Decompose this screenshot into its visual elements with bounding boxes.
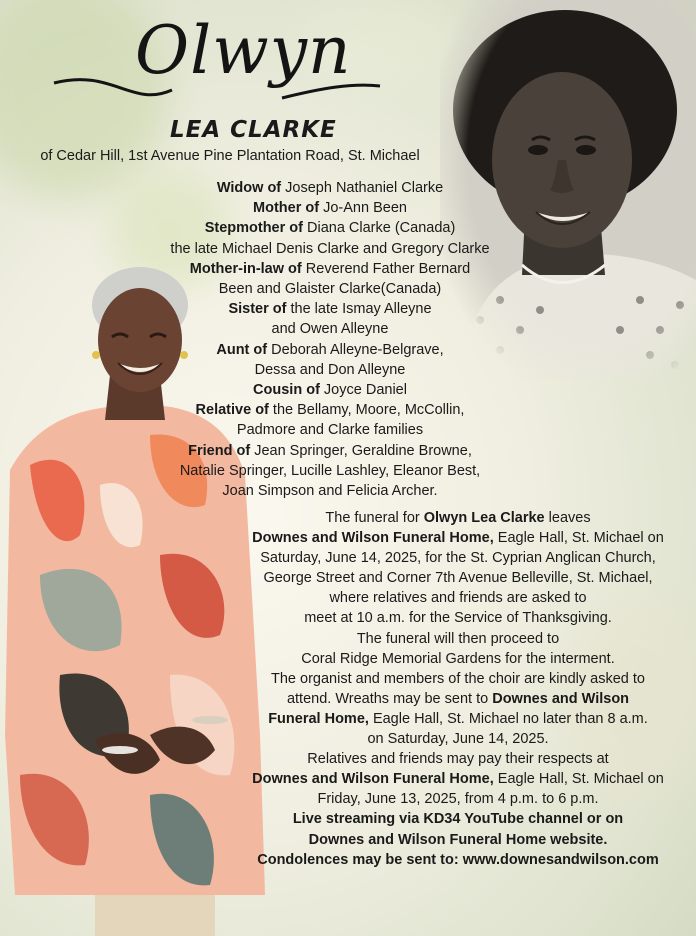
funeral-line [230,749,686,769]
relation-line [60,380,600,400]
family-relations [60,178,600,501]
relation-line [60,360,600,380]
relation-names: Joyce Daniel [319,382,407,399]
funeral-text: Saturday, June 14, 2025, for the St. Cyprian Anglican Church, [260,550,656,567]
relation-line [60,259,600,279]
funeral-line [230,629,686,649]
relation-role: Cousin of [253,382,320,399]
relation-line [60,178,600,198]
relation-names: Deborah Alleyne-Belgrave, [267,341,444,358]
relation-names: Diana Clarke (Canada) [302,220,456,237]
relation-line [60,239,600,259]
funeral-emphasis: Downes and Wilson [492,690,630,707]
funeral-text: The funeral for [325,510,424,526]
funeral-line [230,850,686,870]
funeral-text: Friday, June 13, 2025, from 4 p.m. to 6 p.m. [317,791,599,808]
relation-role: Aunt of [216,341,268,358]
funeral-line [230,548,686,568]
funeral-line [230,608,686,628]
surname: LEA CLARKE [170,117,337,143]
relation-line [60,420,600,440]
funeral-emphasis: Downes and Wilson Funeral Home, [252,530,494,547]
relation-line [60,340,600,360]
relation-line [60,218,600,238]
relation-role: Friend of [188,442,251,459]
funeral-text: on Saturday, June 14, 2025. [367,731,549,748]
funeral-line [230,769,686,789]
relation-names: Jean Springer, Geraldine Browne, [250,442,472,459]
funeral-line [230,789,686,809]
relation-role: Mother of [253,200,320,217]
address-line: of Cedar Hill, 1st Avenue Pine Plantation Road, St. Michael [40,148,420,164]
funeral-emphasis: Downes and Wilson Funeral Home website. [308,831,608,848]
relation-role: Relative of [195,402,269,419]
relation-line [60,481,600,501]
relation-names: Jo-Ann Been [319,200,407,217]
funeral-line [230,729,686,749]
relation-names: Joan Simpson and Felicia Archer. [222,483,438,500]
first-name: Olwyn [135,12,352,89]
funeral-text: where relatives and friends are asked to [329,590,587,607]
relation-names: and Owen Alleyne [271,321,389,338]
relation-names: Been and Glaister Clarke(Canada) [218,281,442,298]
relation-line [60,400,600,420]
relation-names: Dessa and Don Alleyne [254,361,406,378]
funeral-line [230,709,686,729]
relation-line [60,319,600,339]
relation-names: the late Michael Denis Clarke and Gregory Clarke [170,240,490,257]
funeral-text: meet at 10 a.m. for the Service of Thanksgiving. [304,610,612,627]
funeral-line [230,689,686,709]
relation-names: the Bellamy, Moore, McCollin, [268,402,465,419]
funeral-text: Eagle Hall, St. Michael on [493,771,664,788]
funeral-details [230,508,686,870]
funeral-text: attend. Wreaths may be sent to [286,690,493,707]
funeral-line [230,568,686,588]
funeral-text: Eagle Hall, St. Michael no later than 8 a.m. [368,710,648,727]
funeral-line [230,588,686,608]
relation-line [60,461,600,481]
relation-line [60,198,600,218]
relation-names: Reverend Father Bernard [301,260,471,277]
relation-names: Padmore and Clarke families [236,422,424,439]
relation-role: Mother-in-law of [189,260,302,277]
funeral-text: George Street and Corner 7th Avenue Belleville, St. Michael, [263,570,653,587]
funeral-line [230,508,686,528]
funeral-line [230,669,686,689]
funeral-emphasis: Condolences may be sent to: www.downesandwilson.com [257,851,659,868]
funeral-line [230,809,686,829]
funeral-emphasis: Live streaming via KD34 YouTube channel or on [292,811,624,828]
funeral-emphasis: Olwyn Lea Clarke [423,510,545,526]
funeral-text: The organist and members of the choir are kindly asked to [271,670,645,687]
funeral-emphasis: Funeral Home, [268,710,369,727]
funeral-text: The funeral will then proceed to [356,630,560,647]
relation-line [60,279,600,299]
relation-line [60,441,600,461]
funeral-text: Relatives and friends may pay their respects at [307,751,609,768]
relation-line [60,299,600,319]
relation-role: Stepmother of [204,220,303,237]
relation-role: Sister of [228,301,287,318]
funeral-emphasis: Downes and Wilson Funeral Home, [252,771,494,788]
relation-names: Joseph Nathaniel Clarke [281,180,444,196]
relation-names: the late Ismay Alleyne [286,301,432,318]
funeral-line [230,528,686,548]
relation-role: Widow of [216,180,282,196]
funeral-text: leaves [544,510,591,526]
funeral-text: Coral Ridge Memorial Gardens for the interment. [301,650,615,667]
relation-names: Natalie Springer, Lucille Lashley, Eleanor Best, [179,462,481,479]
funeral-line [230,649,686,669]
funeral-text: Eagle Hall, St. Michael on [493,530,664,547]
funeral-line [230,830,686,850]
